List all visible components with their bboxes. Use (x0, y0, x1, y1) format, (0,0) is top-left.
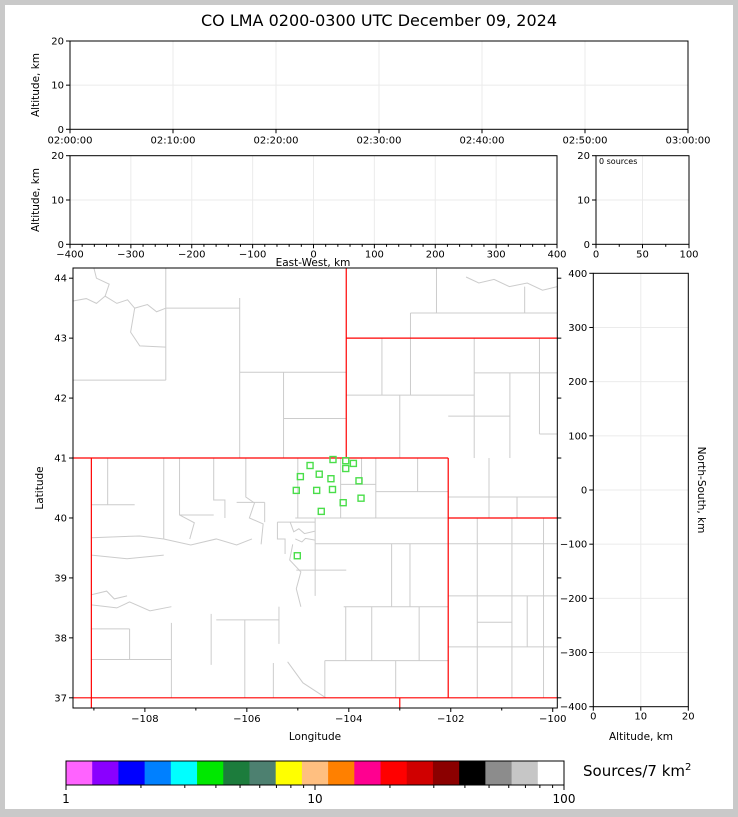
lma-station-marker (350, 460, 356, 466)
eastwest-tick-label: 300 (486, 249, 506, 261)
altitude-tick-label: 10 (51, 80, 64, 92)
county-line (180, 458, 195, 539)
lma-station-marker (329, 486, 335, 492)
northsouth-tick-label: −400 (559, 702, 588, 714)
eastwest-tick-label: 0 (310, 249, 317, 261)
lma-station-marker (328, 476, 334, 482)
northsouth-tick-label: 200 (568, 377, 588, 389)
altitude-tick-label: 0 (57, 124, 64, 136)
county-line (288, 662, 326, 698)
time-tick-label: 03:00:00 (665, 135, 711, 147)
latitude-tick-label: 42 (54, 393, 67, 405)
latitude-tick-label: 39 (54, 573, 67, 585)
county-line (214, 458, 225, 518)
altitude-tick-label: 0 (583, 239, 590, 251)
source-count-annotation: 0 sources (599, 157, 638, 166)
eastwest-tick-label: −300 (117, 249, 145, 261)
northsouth-tick-label: 400 (568, 268, 588, 280)
colorbar-segment (328, 761, 355, 785)
lma-station-marker (294, 553, 300, 559)
county-line (94, 268, 109, 296)
northsouth-tick-label: 100 (568, 431, 588, 443)
ns-panel-xlabel: Altitude, km (608, 731, 674, 743)
altitude-tick-label: 0 (57, 239, 64, 251)
colorbar-tick-label: 10 (307, 792, 323, 806)
time-tick-label: 02:30:00 (356, 135, 402, 147)
colorbar-segment (197, 761, 224, 785)
lma-station-marker (316, 471, 322, 477)
latitude-tick-label: 40 (54, 513, 67, 525)
lma-station-marker (318, 508, 324, 514)
county-line (295, 538, 315, 542)
altitude-tick-label: 10 (634, 711, 648, 723)
colorbar-segment (354, 761, 381, 785)
map-content (73, 268, 557, 708)
time-tick-label: 02:40:00 (459, 135, 505, 147)
latitude-tick-label: 41 (54, 453, 67, 465)
county-line (466, 277, 557, 290)
colorbar-label (583, 762, 691, 780)
lma-station-marker (293, 487, 299, 493)
colorbar-segment (538, 761, 565, 785)
colorbar-label-superscript: 2 (685, 762, 692, 773)
county-line (290, 544, 301, 606)
county-line (91, 536, 163, 539)
colorbar-segment (118, 761, 145, 785)
map-ylabel: Latitude (34, 466, 46, 510)
colorbar-segment (249, 761, 276, 785)
altitude-tick-label: 20 (681, 711, 695, 723)
hist-tick-label: 0 (592, 249, 600, 261)
longitude-tick-label: −106 (233, 714, 261, 725)
colorbar-segment (459, 761, 486, 785)
lma-station-marker (314, 487, 320, 493)
colorbar-tick-label: 1 (62, 792, 70, 806)
time-panel-ylabel: Altitude, km (30, 52, 42, 118)
screenshot-border-left (0, 0, 5, 817)
ew-panel-xlabel: East-West, km (275, 257, 351, 269)
longitude-tick-label: −100 (538, 714, 567, 725)
ns-panel-ylabel: North-South, km (695, 446, 707, 534)
eastwest-tick-label: 100 (364, 249, 384, 261)
time-tick-label: 02:50:00 (562, 135, 608, 147)
eastwest-tick-label: −200 (178, 249, 206, 261)
latitude-tick-label: 44 (54, 273, 67, 285)
hist-tick-label: 100 (679, 249, 699, 261)
eastwest-tick-label: −400 (56, 249, 84, 261)
colorbar-segment (66, 761, 93, 785)
northsouth-tick-label: −100 (559, 539, 588, 551)
altitude-tick-label: 20 (577, 151, 590, 163)
time-tick-label: 02:00:00 (47, 135, 93, 147)
colorbar-tick-label: 100 (552, 792, 576, 806)
county-line (290, 522, 315, 533)
lma-station-marker (330, 457, 336, 463)
latitude-tick-label: 37 (54, 693, 67, 705)
colorbar-segment (433, 761, 460, 785)
county-line (164, 539, 252, 545)
colorbar-segment (145, 761, 172, 785)
colorbar-segment (407, 761, 434, 785)
eastwest-tick-label: −100 (238, 249, 267, 261)
time-tick-label: 02:20:00 (253, 135, 299, 147)
screenshot-border-bottom (0, 809, 738, 817)
county-line (131, 308, 166, 347)
eastwest-tick-label: 200 (425, 249, 445, 261)
eastwest-tick-label: 400 (547, 249, 567, 261)
map-xlabel: Longitude (288, 731, 342, 743)
figure-title: CO LMA 0200-0300 UTC December 09, 2024 (200, 11, 557, 30)
altitude-tick-label: 10 (51, 195, 64, 207)
lma-station-marker (307, 463, 313, 469)
county-line (91, 591, 127, 599)
screenshot-border-right (733, 0, 738, 817)
altitude-tick-label: 10 (577, 195, 590, 207)
lma-station-marker (358, 495, 364, 501)
county-line (277, 522, 285, 554)
county-line (91, 555, 163, 559)
colorbar-label-text: Sources/7 km (583, 762, 685, 780)
county-line (91, 602, 171, 611)
county-line (246, 458, 263, 544)
hist-tick-label: 50 (636, 249, 649, 261)
latitude-tick-label: 43 (54, 333, 67, 345)
colorbar-segment (302, 761, 329, 785)
colorbar-segment (92, 761, 119, 785)
colorbar-segment (381, 761, 408, 785)
colorbar-segment (276, 761, 303, 785)
northsouth-tick-label: −200 (559, 593, 588, 605)
colorbar-segment (512, 761, 539, 785)
county-line (73, 296, 166, 312)
time-tick-label: 02:10:00 (150, 135, 196, 147)
northsouth-tick-label: 300 (568, 322, 588, 334)
colorbar-segment (223, 761, 250, 785)
longitude-tick-label: −104 (335, 714, 363, 725)
screenshot-border-top (0, 0, 738, 5)
altitude-tick-label: 20 (51, 151, 64, 163)
northsouth-tick-label: 0 (580, 485, 588, 497)
altitude-tick-label: 0 (590, 711, 597, 723)
latitude-tick-label: 38 (54, 633, 67, 645)
ew-panel-ylabel: Altitude, km (30, 167, 42, 233)
longitude-tick-label: −102 (437, 714, 465, 725)
northsouth-tick-label: −300 (559, 648, 588, 660)
colorbar-segment (485, 761, 512, 785)
altitude-tick-label: 20 (51, 36, 64, 48)
lma-station-marker (343, 466, 349, 472)
colorbar-segment (171, 761, 198, 785)
longitude-tick-label: −108 (131, 714, 159, 725)
